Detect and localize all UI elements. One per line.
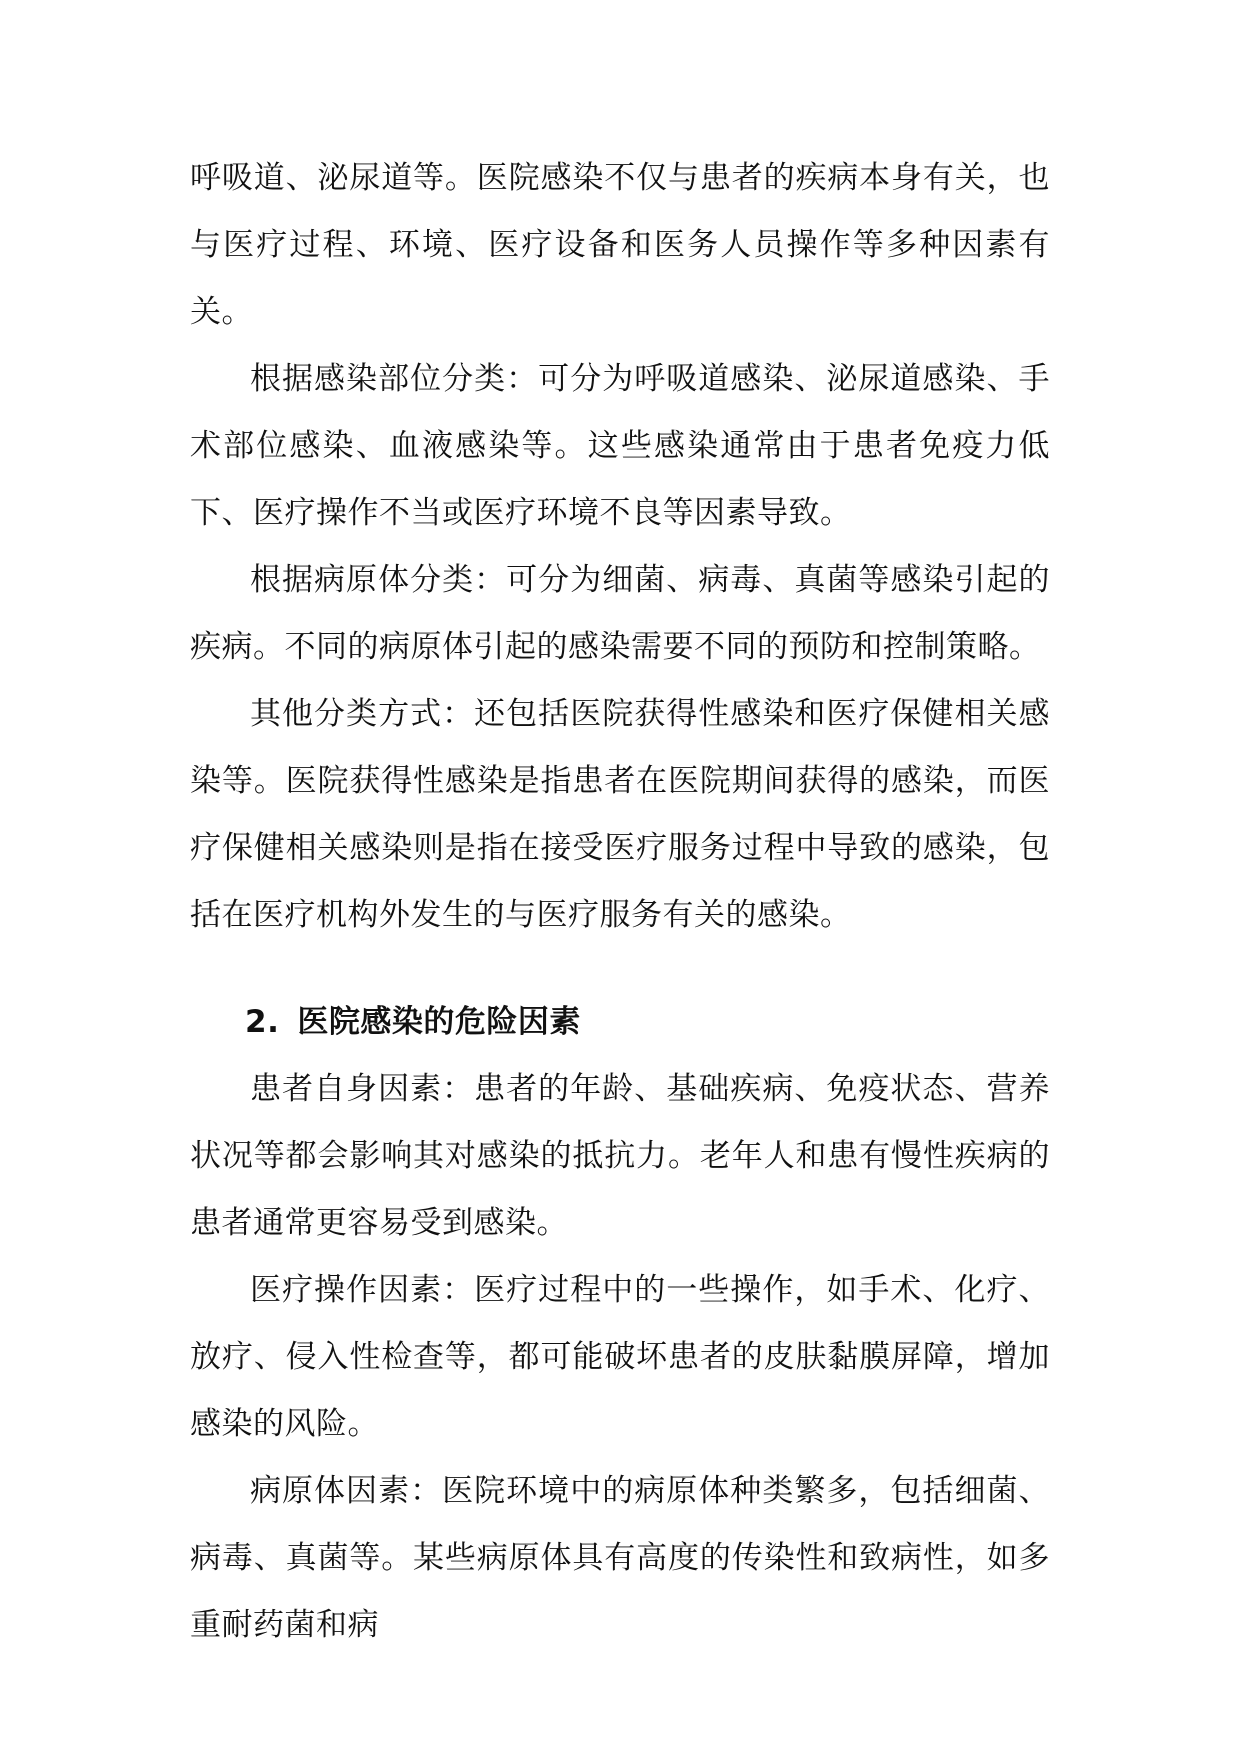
section-heading xyxy=(190,989,1050,1056)
section-heading-number: 2. xyxy=(245,1004,280,1040)
paragraph-continuation: 呼吸道、泌尿道等。医院感染不仅与患者的疾病本身有关，也与医疗过程、环境、医疗设备和医务人员操作等多种因素有关。 xyxy=(190,160,1050,330)
paragraph-classification-by-pathogen: 根据病原体分类：可分为细菌、病毒、真菌等感染引起的疾病。不同的病原体引起的感染需要不同的预防和控制策略。 xyxy=(190,562,1050,665)
paragraph-medical-operation-factors: 医疗操作因素：医疗过程中的一些操作，如手术、化疗、放疗、侵入性检查等，都可能破坏患者的皮肤黏膜屏障，增加感染的风险。 xyxy=(190,1272,1050,1442)
paragraph-classification-by-site: 根据感染部位分类：可分为呼吸道感染、泌尿道感染、手术部位感染、血液感染等。这些感染通常由于患者免疫力低下、医疗操作不当或医疗环境不良等因素导致。 xyxy=(190,361,1050,531)
document-body xyxy=(190,145,1050,1659)
paragraph-pathogen-factors: 病原体因素：医院环境中的病原体种类繁多，包括细菌、病毒、真菌等。某些病原体具有高度的传染性和致病性，如多重耐药菌和病 xyxy=(190,1473,1050,1643)
section-heading-title: 医院感染的危险因素 xyxy=(297,1004,581,1040)
paragraph-other-classification: 其他分类方式：还包括医院获得性感染和医疗保健相关感染等。医院获得性感染是指患者在医院期间获得的感染，而医疗保健相关感染则是指在接受医疗服务过程中导致的感染，包括在医疗机构外发生的与医疗服务有关的感染。 xyxy=(190,696,1050,933)
paragraph-patient-factors: 患者自身因素：患者的年龄、基础疾病、免疫状态、营养状况等都会影响其对感染的抵抗力。老年人和患有慢性疾病的患者通常更容易受到感染。 xyxy=(190,1071,1050,1241)
